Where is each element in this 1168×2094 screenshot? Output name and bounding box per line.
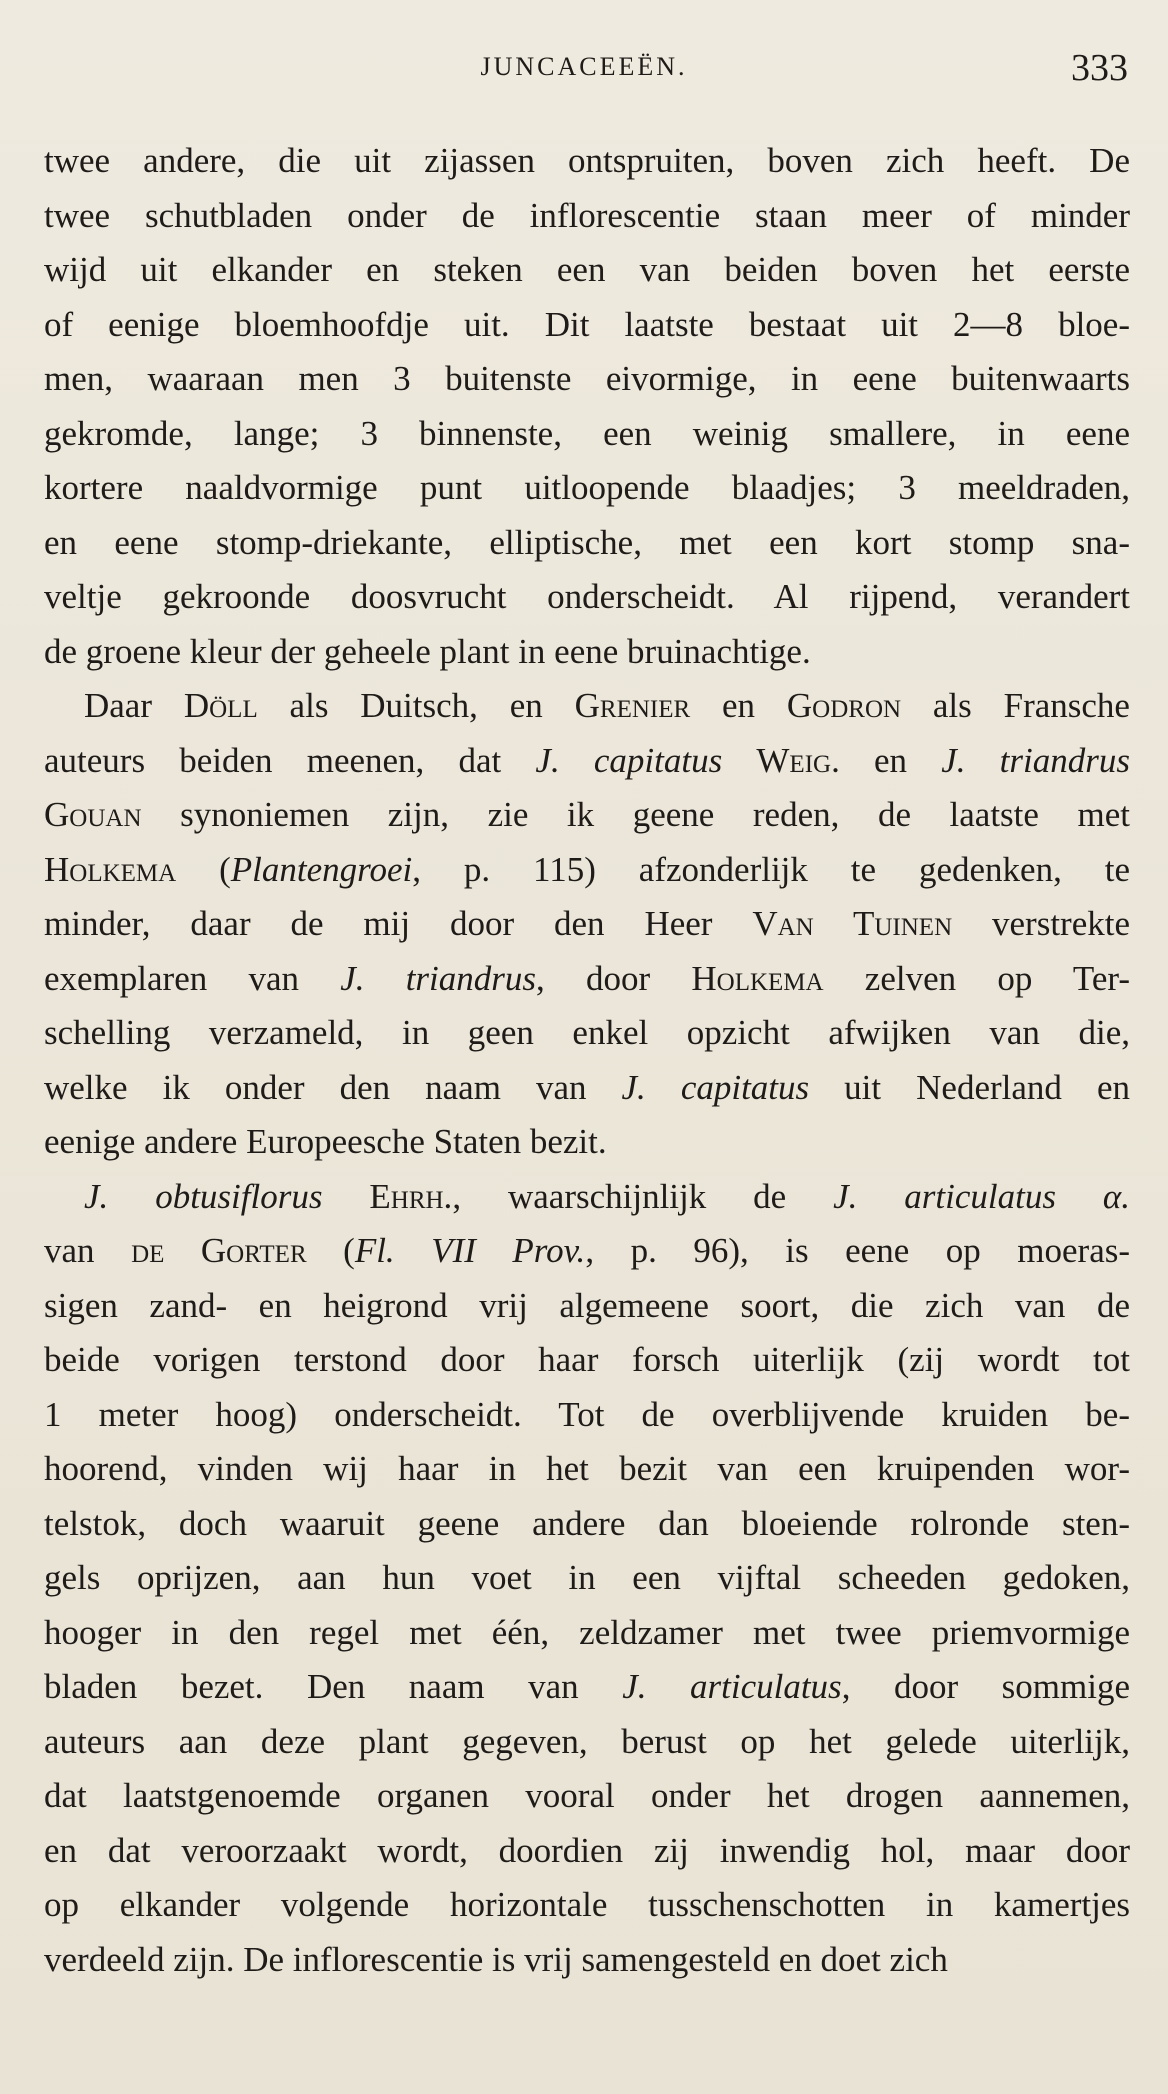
italic-term: J. capitatus: [621, 1067, 810, 1107]
text-line: [44, 189, 1130, 244]
page-header: [0, 46, 1168, 94]
text-segment: of eenige bloemhoofdje uit. Dit laatste bestaat uit 2—8 bloe-: [44, 304, 1130, 344]
text-segment: op elkander volgende horizontale tusschenschotten in kamertjes: [44, 1885, 1130, 1924]
text-segment: verstrekte: [952, 904, 1130, 943]
italic-term: J. articulatus: [622, 1667, 842, 1706]
author-name: Ehrh.: [369, 1176, 453, 1216]
text-segment: bladen bezet. Den naam van: [44, 1667, 623, 1706]
author-name: Weig.: [756, 740, 840, 780]
text-line: [44, 1606, 1130, 1661]
paragraph: [44, 134, 1130, 679]
text-line: [44, 897, 1130, 952]
text-line: [44, 298, 1130, 353]
text-segment: en eene stomp-driekante, elliptische, met een kort stomp sna-: [44, 522, 1130, 562]
text-segment: auteurs aan deze plant gegeven, berust op het gelede uiterlijk,: [44, 1721, 1130, 1761]
text-line: [44, 1170, 1130, 1225]
author-name: de Gorter: [131, 1231, 307, 1270]
text-line: [44, 843, 1130, 898]
text-segment: minder, daar de mij door den Heer: [44, 904, 753, 943]
text-line: [44, 134, 1130, 189]
text-segment: twee schutbladen onder de inflorescentie staan meer of minder: [44, 195, 1130, 235]
text-line: [44, 1933, 1130, 1988]
text-segment: zelven op Ter-: [823, 958, 1130, 998]
text-line: [44, 1497, 1130, 1552]
text-line: [44, 352, 1130, 407]
text-segment: , p. 115) afzonderlijk te gedenken, te: [412, 849, 1130, 889]
running-head: JUNCACEEËN.: [480, 52, 688, 81]
text-segment: (: [176, 849, 231, 889]
text-segment: [322, 1177, 369, 1216]
text-line: [44, 1878, 1130, 1933]
text-segment: , waarschijnlijk de: [452, 1176, 834, 1216]
author-name: Van Tuinen: [752, 904, 953, 943]
text-segment: telstok, doch waaruit geene andere dan bloeiende rolronde sten-: [44, 1503, 1130, 1543]
author-name: Godron: [786, 686, 902, 725]
italic-term: J. triandrus: [340, 958, 537, 998]
text-segment: schelling verzameld, in geen enkel opzicht afwijken van die,: [44, 1013, 1130, 1052]
text-line: [44, 1279, 1130, 1334]
text-segment: auteurs beiden meenen, dat: [44, 740, 536, 780]
page-number: 333: [1071, 47, 1128, 89]
text-segment: synoniemen zijn, zie ik geene reden, de laatste met: [141, 795, 1130, 834]
text-line: [44, 1551, 1130, 1606]
text-line: [44, 1115, 1130, 1170]
text-segment: exemplaren van: [44, 958, 341, 998]
text-line: [44, 788, 1130, 843]
text-segment: als Duitsch, en: [257, 686, 575, 725]
text-segment: twee andere, die uit zijassen ontspruiten, boven zich heeft. De: [44, 141, 1130, 180]
text-segment: sigen zand- en heigrond vrij algemeene soort, die zich van de: [44, 1285, 1130, 1325]
text-segment: veltje gekroonde doosvrucht onderscheidt. Al rijpend, verandert: [44, 577, 1130, 616]
text-line: [44, 243, 1130, 298]
text-line: [44, 1824, 1130, 1879]
paragraph: [44, 1170, 1130, 1988]
text-line: [44, 1388, 1130, 1443]
text-segment: , door: [536, 958, 692, 998]
text-segment: beide vorigen terstond door haar forsch uiterlijk (zij wordt tot: [44, 1340, 1130, 1379]
author-name: Holkema: [691, 958, 824, 998]
text-line: [44, 1061, 1130, 1116]
text-line: [44, 461, 1130, 516]
text-line: [44, 1715, 1130, 1770]
text-segment: als Fransche: [901, 686, 1130, 725]
text-line: [44, 407, 1130, 462]
paragraph: [44, 679, 1130, 1170]
text-line: [44, 1006, 1130, 1061]
italic-term: J. triandrus: [941, 740, 1130, 780]
text-segment: hooger in den regel met één, zeldzamer met twee priemvormige: [44, 1612, 1130, 1652]
text-line: [44, 570, 1130, 625]
text-segment: 1 meter hoog) onderscheidt. Tot de overblijvende kruiden be-: [44, 1394, 1130, 1434]
author-name: Gouan: [44, 795, 142, 834]
text-segment: en dat veroorzaakt wordt, doordien zij inwendig hol, maar door: [44, 1830, 1130, 1870]
text-segment: en: [839, 740, 942, 780]
text-segment: van: [44, 1231, 132, 1270]
text-segment: , p. 96), is eene op moeras-: [585, 1231, 1131, 1270]
text-line: [44, 1333, 1130, 1388]
text-segment: welke ik onder den naam van: [44, 1067, 622, 1107]
italic-term: J. capitatus: [535, 740, 723, 780]
text-segment: kortere naaldvormige punt uitloopende blaadjes; 3 meeldraden,: [44, 468, 1130, 507]
text-segment: en: [690, 686, 787, 725]
text-line: [44, 734, 1130, 789]
italic-term: Fl. VII Prov.: [354, 1231, 586, 1270]
text-segment: verdeeld zijn. De inflorescentie is vrij samengesteld en doet zich: [44, 1939, 948, 1979]
author-name: Döll: [183, 686, 258, 725]
text-segment: (: [306, 1231, 355, 1270]
text-segment: wijd uit elkander en steken een van beiden boven het eerste: [44, 250, 1130, 289]
text-line: [44, 952, 1130, 1007]
author-name: Grenier: [574, 686, 691, 725]
text-segment: hoorend, vinden wij haar in het bezit van een kruipenden wor-: [44, 1449, 1130, 1488]
italic-term: J. articulatus α.: [833, 1176, 1131, 1216]
text-line: [44, 679, 1130, 734]
text-segment: gekromde, lange; 3 binnenste, een weinig smallere, in eene: [44, 413, 1130, 453]
italic-term: J. obtusiflorus: [84, 1176, 323, 1216]
text-segment: , door sommige: [841, 1667, 1130, 1706]
text-segment: gels oprijzen, aan hun voet in een vijftal scheeden gedoken,: [44, 1558, 1130, 1597]
text-line: [44, 516, 1130, 571]
text-segment: de groene kleur der geheele plant in eene bruinachtige.: [44, 631, 811, 671]
text-line: [44, 625, 1130, 680]
text-segment: men, waaraan men 3 buitenste eivormige, in eene buitenwaarts: [44, 359, 1130, 398]
text-line: [44, 1769, 1130, 1824]
text-line: [44, 1224, 1130, 1279]
text-segment: eenige andere Europeesche Staten bezit.: [44, 1122, 607, 1161]
text-segment: dat laatstgenoemde organen vooral onder het drogen aannemen,: [44, 1776, 1130, 1815]
text-line: [44, 1442, 1130, 1497]
text-line: [44, 1660, 1130, 1715]
body-text: [44, 134, 1130, 1987]
italic-term: Plantengroei: [230, 849, 413, 889]
text-segment: [722, 741, 756, 780]
text-segment: Daar: [84, 686, 184, 725]
text-segment: uit Nederland en: [809, 1067, 1130, 1107]
author-name: Holkema: [44, 849, 177, 889]
